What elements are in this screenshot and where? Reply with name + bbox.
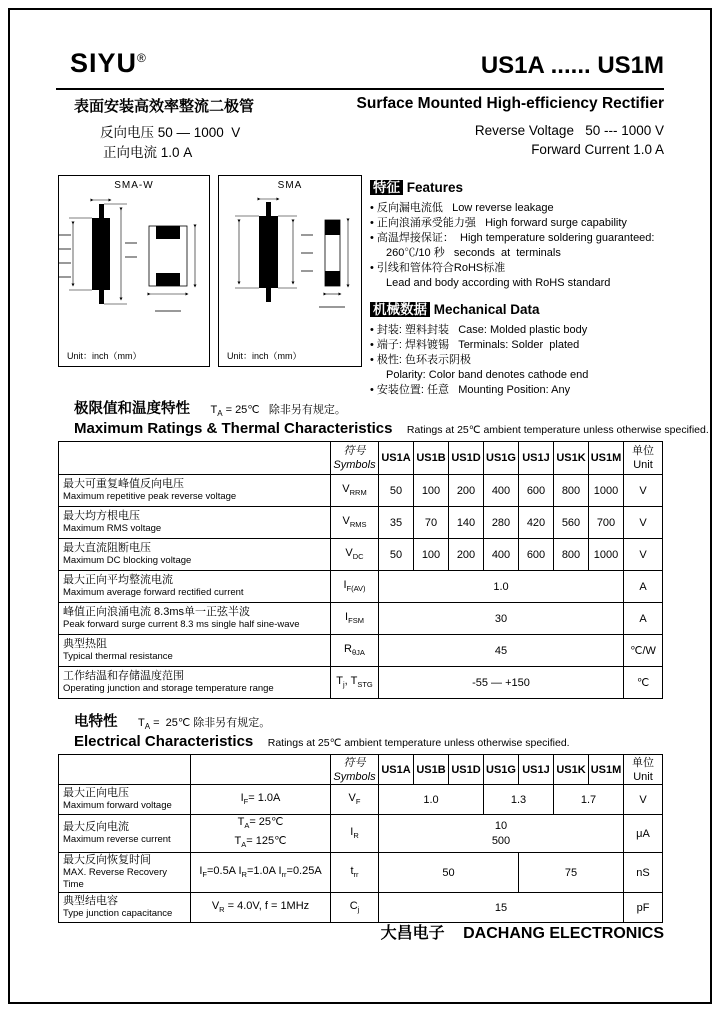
- value-cell: 600: [519, 475, 554, 507]
- feature-item-continuation: 260℃/10 秒 seconds at terminals: [386, 247, 561, 259]
- device-header: US1G: [484, 442, 519, 475]
- symbol-cell: $I_{F(AV)}$: [331, 571, 379, 603]
- value-cell: 800: [554, 475, 589, 507]
- features-heading-en: Features: [403, 180, 464, 195]
- param-en: Operating junction and storage temperature range: [63, 683, 274, 694]
- param-cell: [59, 667, 331, 699]
- param-cn: 典型热阻: [63, 638, 107, 650]
- value-cell: 140: [449, 507, 484, 539]
- value-cell: 70: [414, 507, 449, 539]
- symbols-header-cn: 符号: [343, 445, 366, 457]
- param-cell: [59, 507, 331, 539]
- merged-value-cell: 1.0: [379, 571, 624, 603]
- value-cell: 420: [519, 507, 554, 539]
- merged-value-cell: 1.7: [554, 785, 624, 815]
- mechanical-heading-cn: 机械数据: [370, 302, 430, 317]
- unit-header-en: Unit: [633, 770, 653, 783]
- param-cn: 最大反向恢复时间: [63, 854, 151, 866]
- max-ratings-condition-cn: $T_A$ = 25℃ 除非另有规定。: [210, 404, 346, 419]
- table-row-vrrm: [59, 475, 663, 507]
- max-ratings-heading-en-line: [74, 420, 709, 438]
- symbols-header-cell: [331, 755, 379, 785]
- forward-current-en: Forward Current 1.0 A: [531, 142, 664, 157]
- value-cell: 800: [554, 539, 589, 571]
- param-cell: [59, 893, 191, 923]
- symbols-header-cell: [331, 442, 379, 475]
- symbol-cell: $V_{DC}$: [331, 539, 379, 571]
- reverse-voltage-en: Reverse Voltage 50 --- 1000 V: [474, 123, 664, 138]
- param-en: Maximum average forward rectified current: [63, 587, 244, 598]
- symbol-cell: $V_{RMS}$: [331, 507, 379, 539]
- param-en: Maximum reverse current: [63, 834, 171, 845]
- table-row-vrms: [59, 507, 663, 539]
- table-row-rthja: [59, 635, 663, 667]
- sma-w-outline-drawing: [59, 194, 209, 334]
- package-label-sma: SMA: [277, 180, 303, 191]
- param-cell: [59, 603, 331, 635]
- value-cell: 1000: [589, 475, 624, 507]
- max-ratings-section-heading: [74, 397, 709, 438]
- value-cell: 50: [379, 539, 414, 571]
- table-row-tstg: [59, 667, 663, 699]
- max-ratings-heading-cn: 极限值和温度特性: [74, 401, 190, 417]
- value-cell: 50: [379, 475, 414, 507]
- merged-value-cell: 30: [379, 603, 624, 635]
- param-cell: [59, 853, 191, 893]
- electrical-condition-cn: $T_A$ = 25℃ 除非另有规定。: [137, 717, 271, 732]
- mechanical-item-continuation: Polarity: Color band denotes cathode end: [386, 369, 589, 381]
- param-cn: 最大可重复峰值反向电压: [63, 478, 184, 490]
- symbol-cell: $V_{RRM}$: [331, 475, 379, 507]
- electrical-heading-en-line: [74, 733, 570, 751]
- param-cn: 最大正向电压: [63, 787, 129, 799]
- condition-line: $T_A=$ 125℃: [234, 834, 287, 849]
- feature-item: • 反向漏电流低 Low reverse leakage: [370, 202, 554, 214]
- param-cn: 最大直流阻断电压: [63, 542, 151, 554]
- mechanical-item: • 安装位置: 任意 Mounting Position: Any: [370, 384, 571, 396]
- device-header: US1B: [414, 755, 449, 785]
- mechanical-item: • 封装: 塑料封装 Case: Molded plastic body: [370, 324, 588, 336]
- conditions-header-cell: [191, 755, 331, 785]
- feature-item: • 正向浪涌承受能力强 High forward surge capability: [370, 217, 627, 229]
- merged-value-cell: 45: [379, 635, 624, 667]
- value-cell: 700: [589, 507, 624, 539]
- table-row-trr: [59, 853, 663, 893]
- value-cell: 100: [414, 539, 449, 571]
- device-header: US1D: [449, 442, 484, 475]
- symbol-cell: $I_R$: [331, 815, 379, 853]
- symbol-cell: $V_F$: [331, 785, 379, 815]
- forward-current-cn: 正向电流 1.0 A: [103, 145, 193, 160]
- brand-logo: [70, 48, 147, 79]
- footer-company-en: DACHANG ELECTRONICS: [463, 925, 664, 942]
- param-en: Type junction capacitance: [63, 908, 173, 919]
- mechanical-item: • 极性: 色环表示阴极: [370, 354, 472, 366]
- mechanical-data-heading: [370, 298, 666, 318]
- unit-cell: nS: [624, 853, 663, 893]
- param-cell: [59, 785, 191, 815]
- symbol-cell: $I_{FSM}$: [331, 603, 379, 635]
- condition-cell: $I_F= 1.0A$: [191, 785, 331, 815]
- device-header: US1M: [589, 442, 624, 475]
- unit-note-right: Unit：inch（mm）: [227, 351, 302, 361]
- features-heading: [370, 176, 666, 196]
- value-cell: 560: [554, 507, 589, 539]
- table-row-ifsm: [59, 603, 663, 635]
- footer-company-cn: 大昌电子: [380, 925, 445, 942]
- merged-value-cell: 15: [379, 893, 624, 923]
- table-row-vf: [59, 785, 663, 815]
- param-cn: 工作结温和存储温度范围: [63, 670, 184, 682]
- param-header-cell: [59, 442, 331, 475]
- unit-cell: A: [624, 571, 663, 603]
- device-header: US1G: [484, 755, 519, 785]
- merged-value-cell: 1.0: [379, 785, 484, 815]
- value-cell: 400: [484, 475, 519, 507]
- condition-cell: $I_F=0.5A$ $I_R=1.0A$ $I_{rr}=0.25A$: [191, 853, 331, 893]
- merged-value-cell: 1.3: [484, 785, 554, 815]
- table-row-ifav: [59, 571, 663, 603]
- param-cell: [59, 539, 331, 571]
- package-box-sma-w: [58, 175, 210, 367]
- max-ratings-table: [58, 441, 663, 699]
- value-cell: 200: [449, 539, 484, 571]
- param-cn: 最大正向平均整流电流: [63, 574, 173, 586]
- value-cell: 35: [379, 507, 414, 539]
- param-cell: [59, 475, 331, 507]
- unit-header-cell: [624, 442, 663, 475]
- device-header: US1B: [414, 442, 449, 475]
- unit-cell: ℃: [624, 667, 663, 699]
- registered-trademark-icon: ®: [137, 51, 147, 65]
- device-header: US1M: [589, 755, 624, 785]
- package-box-sma: [218, 175, 362, 367]
- part-number-range: US1A ...... US1M: [480, 52, 664, 79]
- symbols-header-en: Symbols: [333, 770, 376, 783]
- param-en: Maximum DC blocking voltage: [63, 555, 192, 566]
- unit-header-cell: [624, 755, 663, 785]
- unit-cell: V: [624, 785, 663, 815]
- param-cell: [59, 571, 331, 603]
- device-header: US1K: [554, 755, 589, 785]
- param-cn: 峰值正向浪涌电流 8.3ms单一正弦半波: [63, 606, 251, 618]
- condition-line: $T_A=$ 25℃: [237, 816, 284, 831]
- feature-item: • 引线和管体符合RoHS标准: [370, 262, 506, 274]
- condition-cell: [191, 815, 331, 853]
- merged-value-cell: -55 — +150: [379, 667, 624, 699]
- symbol-cell: $T_j$, $T_{STG}$: [331, 667, 379, 699]
- device-header: US1J: [519, 755, 554, 785]
- unit-header-cn: 单位: [632, 756, 654, 769]
- brand-text: SIYU: [70, 48, 138, 78]
- mechanical-heading-en: Mechanical Data: [430, 302, 540, 317]
- table-row-vdc: [59, 539, 663, 571]
- max-ratings-heading-en: Maximum Ratings & Thermal Characteristics: [74, 420, 393, 438]
- value-cell: 1000: [589, 539, 624, 571]
- value-line: 10: [494, 819, 508, 832]
- reverse-voltage-cn: 反向电压 50 — 1000 V: [100, 125, 241, 140]
- unit-cell: V: [624, 507, 663, 539]
- symbol-cell: $t_{rr}$: [331, 853, 379, 893]
- elec-table-header-row: [59, 755, 663, 785]
- footer-company: [381, 920, 664, 943]
- device-header: US1K: [554, 442, 589, 475]
- param-en: Typical thermal resistance: [63, 651, 173, 662]
- max-table-header-row: [59, 442, 663, 475]
- merged-value-cell: 75: [519, 853, 624, 893]
- param-en: Maximum forward voltage: [63, 800, 172, 811]
- device-header: US1J: [519, 442, 554, 475]
- param-header-cell: [59, 755, 191, 785]
- param-en: Maximum repetitive peak reverse voltage: [63, 491, 237, 502]
- electrical-characteristics-table: [58, 754, 663, 923]
- param-cell: [59, 815, 191, 853]
- unit-cell: V: [624, 539, 663, 571]
- param-en: Maximum RMS voltage: [63, 523, 162, 534]
- unit-note-left: Unit：inch（mm）: [67, 351, 142, 361]
- electrical-heading-cn-line: [74, 710, 570, 731]
- param-cell: [59, 635, 331, 667]
- package-label-sma-w: SMA-W: [114, 180, 154, 191]
- symbol-cell: $C_j$: [331, 893, 379, 923]
- electrical-heading-en: Electrical Characteristics: [74, 733, 254, 751]
- value-line: 500: [491, 834, 511, 847]
- value-cell: 600: [519, 539, 554, 571]
- electrical-heading-cn: 电特性: [74, 714, 118, 730]
- symbols-header-en: Symbols: [333, 459, 376, 471]
- merged-value-cell: 50: [379, 853, 519, 893]
- max-ratings-condition-en: Ratings at 25℃ ambient temperature unless otherwise specified.: [406, 424, 709, 437]
- condition-cell: $V_R = 4.0V$, f = 1MHz: [191, 893, 331, 923]
- unit-cell: μA: [624, 815, 663, 853]
- param-cn: 最大均方根电压: [63, 510, 140, 522]
- feature-item-continuation: Lead and body according with RoHS standard: [386, 277, 611, 289]
- unit-cell: pF: [624, 893, 663, 923]
- unit-header-cn: 单位: [632, 445, 654, 457]
- max-ratings-heading-cn-line: [74, 397, 709, 418]
- table-row-ir: [59, 815, 663, 853]
- table-row-cj: [59, 893, 663, 923]
- merged-value-cell: [379, 815, 624, 853]
- sma-outline-drawing: [219, 194, 361, 334]
- value-cell: 400: [484, 539, 519, 571]
- electrical-condition-en: Ratings at 25℃ ambient temperature unless otherwise specified.: [267, 737, 570, 750]
- device-header: US1D: [449, 755, 484, 785]
- unit-header-en: Unit: [633, 459, 653, 471]
- device-header: US1A: [379, 442, 414, 475]
- value-cell: 200: [449, 475, 484, 507]
- value-cell: 280: [484, 507, 519, 539]
- symbols-header-cn: 符号: [343, 756, 366, 769]
- features-column: [370, 176, 666, 398]
- header-divider: [56, 88, 664, 90]
- symbol-cell: $R_{\theta JA}$: [331, 635, 379, 667]
- value-cell: 100: [414, 475, 449, 507]
- param-cn: 典型结电容: [63, 895, 118, 907]
- param-cn: 最大反向电流: [63, 821, 129, 833]
- unit-cell: A: [624, 603, 663, 635]
- device-header: US1A: [379, 755, 414, 785]
- unit-cell: V: [624, 475, 663, 507]
- mechanical-item: • 端子: 焊料镀锡 Terminals: Solder plated: [370, 339, 580, 351]
- param-en: MAX. Reverse Recovery Time: [63, 867, 168, 890]
- param-en: Peak forward surge current 8.3 ms single half sine-wave: [63, 619, 300, 630]
- features-heading-cn: 特征: [370, 180, 403, 195]
- feature-item: • 高温焊接保证： High temperature soldering guaranteed:: [370, 232, 655, 244]
- electrical-section-heading: [74, 710, 570, 751]
- unit-cell: ℃/W: [624, 635, 663, 667]
- product-title-en: Surface Mounted High-efficiency Rectifier: [356, 95, 664, 112]
- product-title-cn: 表面安装高效率整流二极管: [74, 98, 255, 115]
